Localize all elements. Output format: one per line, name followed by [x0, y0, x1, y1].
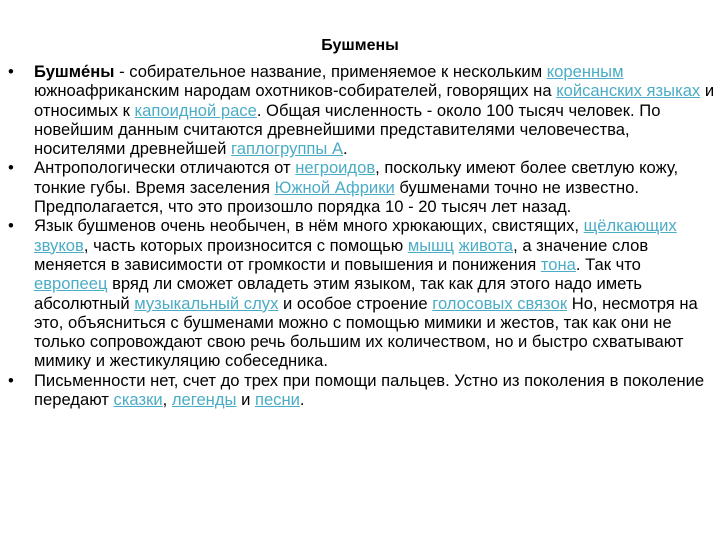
text: Но, несмотря на это, объясниться с бушменами можно с помощью мимики и жестов, так как они не только сопровождают свою речь большим их количеством, но и быстро схватывают мимику и жестикуляцию собеседника.: [34, 293, 698, 371]
text: Язык бушменов очень необычен, в нём много хрюкающих, свистящих,: [34, 216, 584, 236]
slide-title: Бушмены: [321, 37, 399, 54]
link-tales[interactable]: сказки: [113, 390, 163, 410]
text: вряд ли сможет овладеть этим языком, так как для этого надо иметь абсолютный: [34, 274, 643, 313]
text: южноафриканским народам охотников-собирателей, говорящих на: [34, 81, 557, 101]
text: бушменами точно не известно. Предполагается, что это произошло порядка 10 - 20 тысяч лет назад.: [34, 177, 639, 217]
link-abdomen[interactable]: живота: [458, 235, 514, 255]
link-muscles[interactable]: мышц: [407, 235, 454, 255]
text: Письменности нет, счет до трех при помощи пальцев. Устно из поколения в поколение передают: [34, 370, 705, 410]
text: . Так что: [575, 254, 641, 274]
text: , часть которых произносится с помощью: [83, 235, 408, 255]
text: - собирательное название, применяемое к нескольким: [114, 62, 547, 81]
term-bushmen: Бушме́ны: [34, 62, 115, 81]
text: Антропологически отличаются от: [34, 158, 296, 178]
bullet-marker: •: [8, 216, 14, 236]
link-click-sounds[interactable]: щёлкающих звуков: [34, 216, 677, 255]
text: , поскольку имеют более светлую кожу, тонкие губы. Время заселения: [34, 158, 679, 197]
bullet-item-writing: [0, 371, 720, 410]
text: и особое строение: [278, 293, 433, 313]
link-capoid-race[interactable]: капоидной расе: [134, 100, 257, 120]
text: .: [299, 390, 305, 410]
link-vocal-cords[interactable]: голосовых связок: [432, 293, 568, 313]
bullet-marker: •: [8, 158, 14, 178]
text: .: [343, 139, 348, 159]
link-european[interactable]: европеец: [34, 274, 108, 294]
text: . Общая численность - около 100 тысяч человек. По новейшим данным считаются древнейшими представителями человечества, носителями древнейшей: [34, 100, 661, 159]
link-legends[interactable]: легенды: [171, 390, 237, 410]
bullet-item-language: [0, 216, 720, 370]
link-south-africa[interactable]: Южной Африки: [274, 177, 395, 197]
link-khoisan-languages[interactable]: койсанских языках: [556, 81, 701, 101]
link-negroids[interactable]: негроидов: [295, 158, 376, 178]
link-songs[interactable]: песни: [254, 390, 300, 410]
bullet-list: [0, 62, 720, 409]
text: и относимых к: [34, 81, 715, 120]
text: ,: [162, 390, 172, 410]
link-indigenous[interactable]: коренным: [546, 62, 624, 81]
link-tone[interactable]: тона: [540, 254, 576, 274]
bullet-marker: •: [8, 62, 14, 81]
link-haplogroup-a[interactable]: гаплогруппы А: [231, 139, 344, 159]
bullet-item-bushmen-definition: [0, 62, 720, 158]
bullet-item-anthropology: [0, 158, 720, 216]
bullet-marker: •: [8, 370, 14, 390]
link-musical-ear[interactable]: музыкальный слух: [134, 293, 279, 313]
text: , а значение слов меняется в зависимости от громкости и повышения и понижения: [34, 235, 649, 274]
text: и: [236, 390, 255, 410]
